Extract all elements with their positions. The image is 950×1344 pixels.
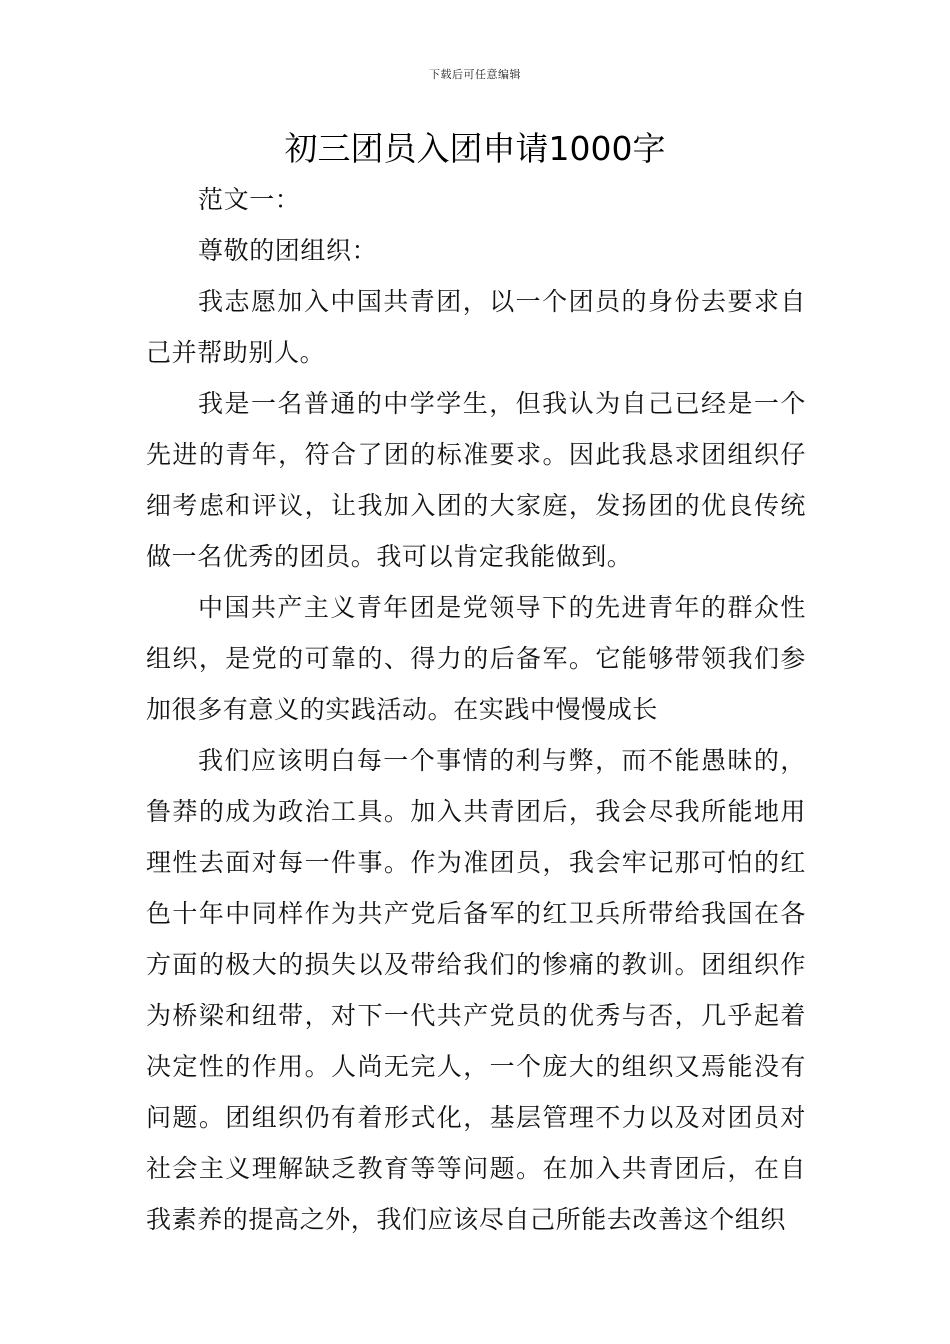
- header-note: 下载后可任意编辑: [429, 68, 521, 81]
- paragraph: 我们应该明白每一个事情的利与弊，而不能愚昧的，鲁莽的成为政治工具。加入共青团后，我会尽我所能地用理性去面对每一件事。作为准团员，我会牢记那可怕的红色十年中同样作为共产党后备军的红卫兵所带给我国在各方面的极大的损失以及带给我们的惨痛的教训。团组织作为桥梁和纽带，对下一代共产党员的优秀与否，几乎起着决定性的作用。人尚无完人，一个庞大的组织又焉能没有问题。团组织仍有着形式化，基层管理不力以及对团员对社会主义理解缺乏教育等等问题。在加入共青团后，在自我素养的提高之外，我们应该尽自己所能去改善这个组织: [146, 746, 806, 1234]
- document-body: [146, 174, 806, 1245]
- paragraph: 中国共产主义青年团是党领导下的先进青年的群众性组织，是党的可靠的、得力的后备军。它能够带领我们参加很多有意义的实践活动。在实践中慢慢成长: [146, 593, 806, 724]
- document-title: 初三团员入团申请1000字: [284, 129, 666, 168]
- paragraph: 我志愿加入中国共青团，以一个团员的身份去要求自己并帮助别人。: [146, 287, 806, 367]
- paragraph-addressee: 尊敬的团组织：: [198, 236, 378, 265]
- paragraph: 我是一名普通的中学学生，但我认为自己已经是一个先进的青年，符合了团的标准要求。因此我恳求团组织仔细考虑和评议，让我加入团的大家庭，发扬团的优良传统做一名优秀的团员。我可以肯定我能做到。: [146, 389, 806, 571]
- paragraph-salutation-label: 范文一：: [198, 185, 301, 214]
